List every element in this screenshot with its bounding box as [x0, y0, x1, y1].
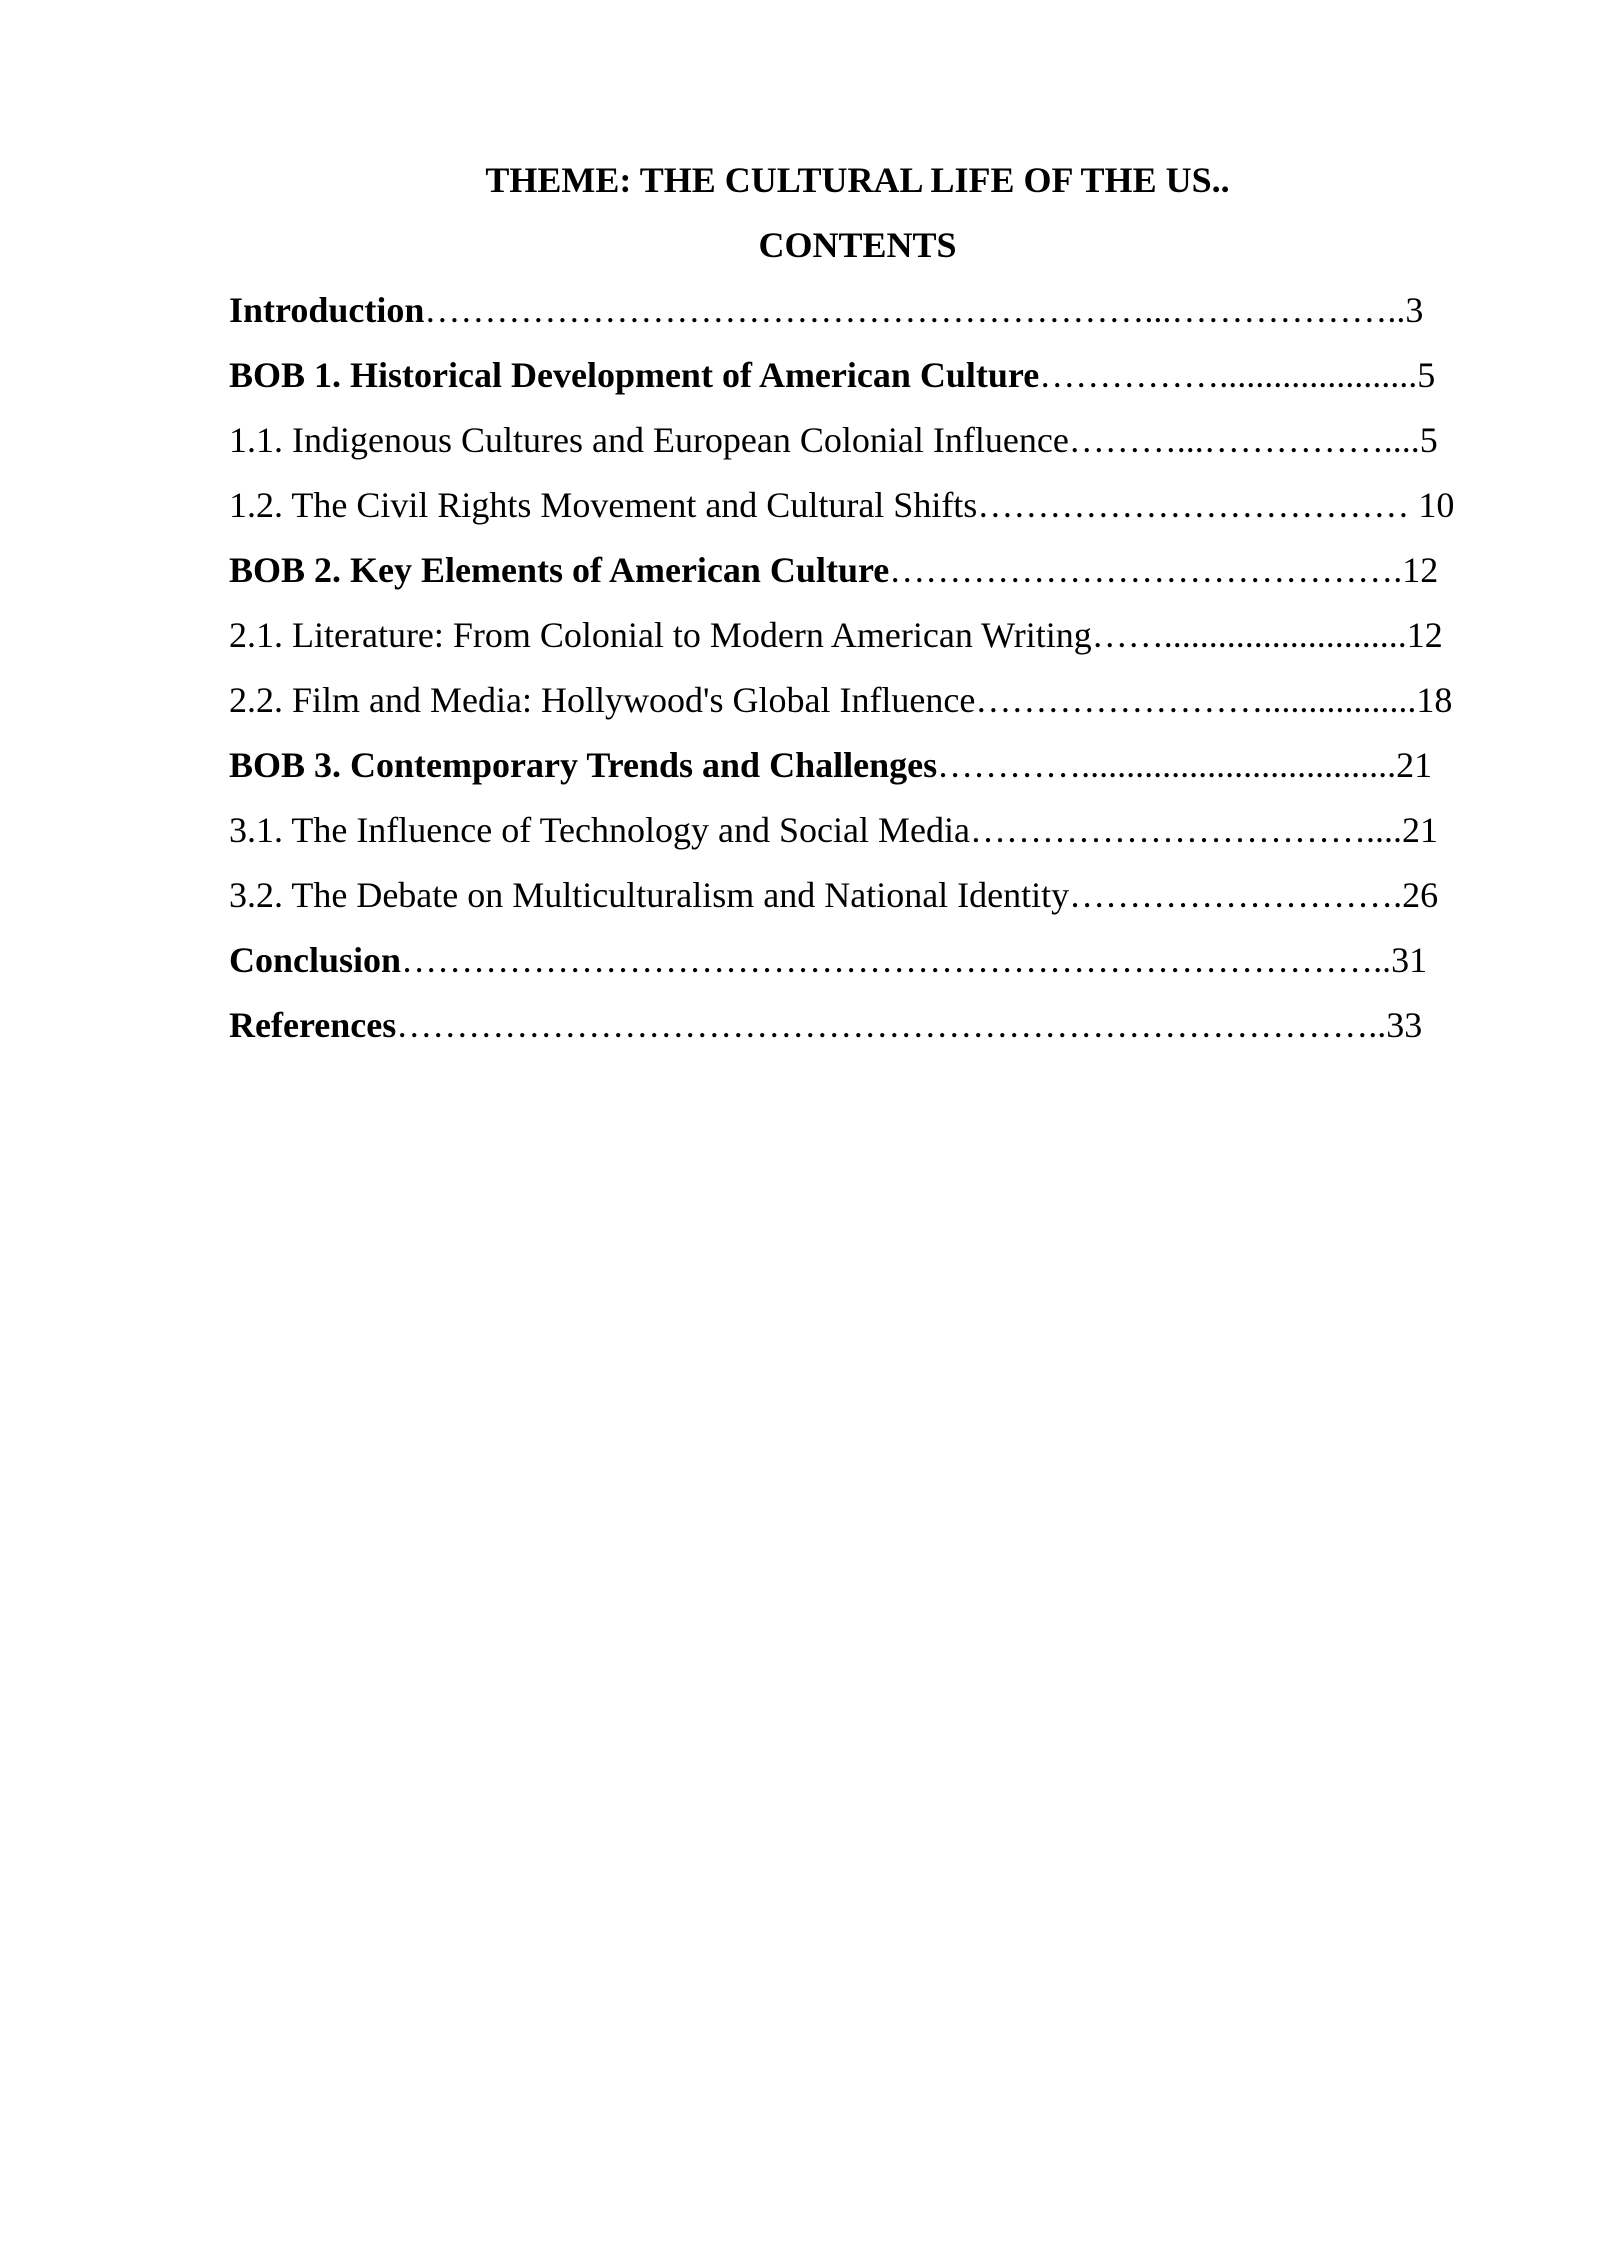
toc-leader: ……………………………………………………...………………..3 — [424, 290, 1424, 330]
toc-leader: ………………………………………………………………………..31 — [401, 940, 1428, 980]
toc-leader: …………………….................18 — [975, 680, 1453, 720]
toc-entry-bob-2 — [229, 538, 1486, 603]
toc-entry-bob-3 — [229, 733, 1486, 798]
toc-leader: ……………………….26 — [1069, 875, 1439, 915]
toc-heading: References — [229, 1005, 397, 1045]
toc-heading: Introduction — [229, 290, 425, 330]
toc-heading: BOB 3. Contemporary Trends and Challenges — [229, 745, 938, 785]
toc-text: 2.1. Literature: From Colonial to Modern American Writing — [229, 615, 1092, 655]
toc-entry-1-1 — [229, 408, 1486, 473]
toc-entry-3-2 — [229, 863, 1486, 928]
toc-leader: ………...……………....5 — [1068, 420, 1438, 460]
toc-entry-3-1 — [229, 798, 1486, 863]
toc-heading: BOB 2. Key Elements of American Culture — [229, 550, 890, 590]
toc-heading: BOB 1. Historical Development of American Culture — [229, 355, 1040, 395]
contents-title: CONTENTS — [758, 225, 957, 265]
toc-entry-conclusion — [229, 928, 1486, 993]
toc-entry-references — [229, 993, 1486, 1058]
toc-text: 3.1. The Influence of Technology and Social Media — [229, 810, 970, 850]
toc-text: 3.2. The Debate on Multiculturalism and National Identity — [229, 875, 1070, 915]
toc-leader: ……………………………… 10 — [977, 485, 1455, 525]
theme-title: THEME: THE CULTURAL LIFE OF THE US.. — [485, 160, 1230, 200]
document-content — [229, 148, 1486, 1058]
toc-entry-2-2 — [229, 668, 1486, 733]
toc-text: 1.1. Indigenous Cultures and European Colonial Influence — [229, 420, 1069, 460]
toc-entry-bob-1 — [229, 343, 1486, 408]
toc-leader: ……………......................5 — [1039, 355, 1436, 395]
toc-leader: …………………………………….12 — [889, 550, 1439, 590]
toc-entry-1-2 — [229, 473, 1486, 538]
toc-entry-introduction — [229, 278, 1486, 343]
toc-leader: ……...........................12 — [1091, 615, 1443, 655]
toc-text: 1.2. The Civil Rights Movement and Cultural Shifts — [229, 485, 978, 525]
toc-leader: ………………………………………………………………………..33 — [396, 1005, 1423, 1045]
toc-entry-2-1 — [229, 603, 1486, 668]
toc-leader: …………...................................21 — [937, 745, 1433, 785]
toc-heading: Conclusion — [229, 940, 402, 980]
toc-leader: ……………………………....21 — [969, 810, 1438, 850]
toc-text: 2.2. Film and Media: Hollywood's Global Influence — [229, 680, 976, 720]
